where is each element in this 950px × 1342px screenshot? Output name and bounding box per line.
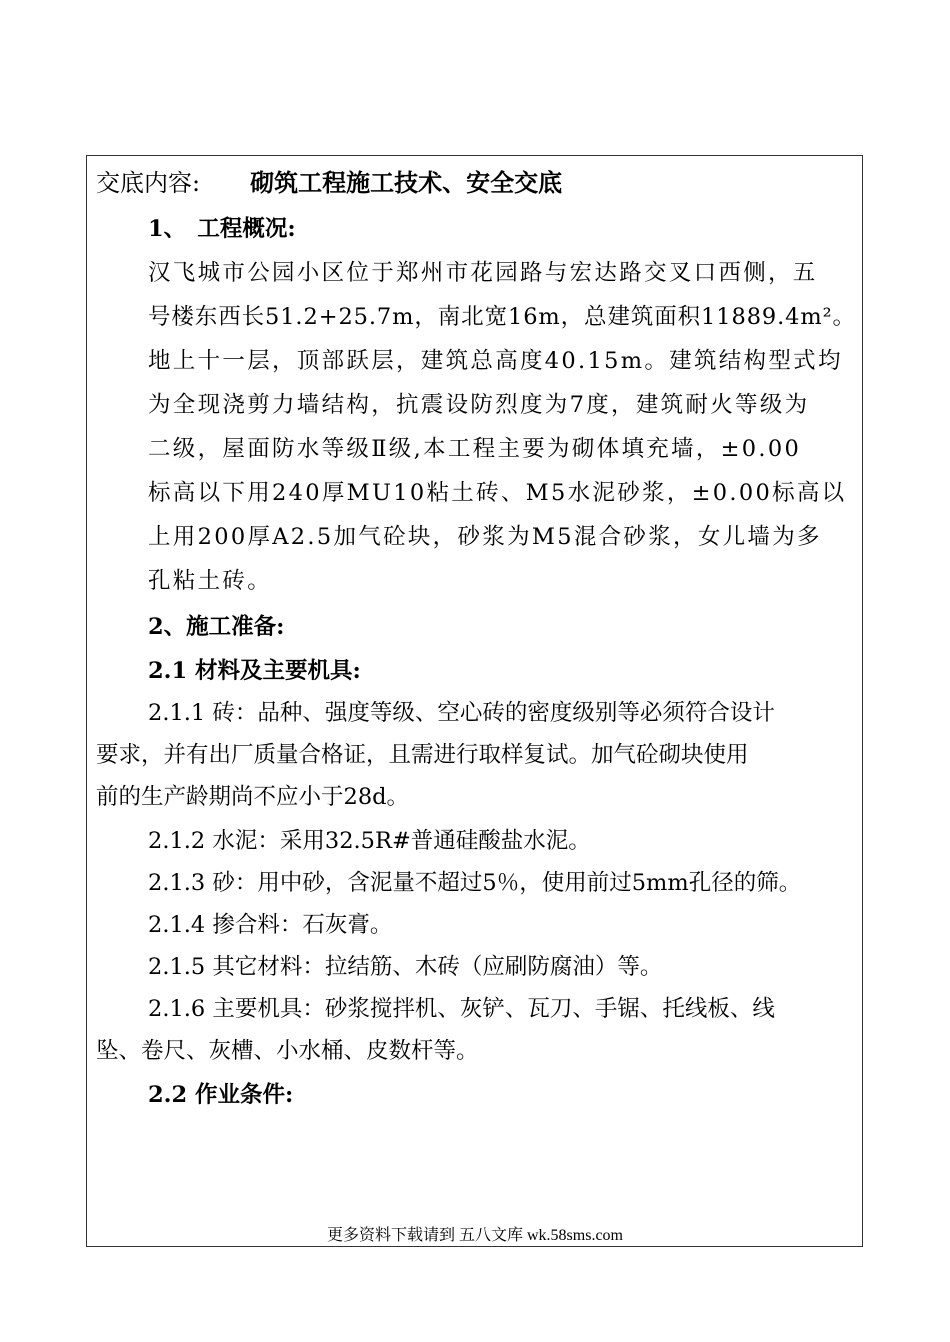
overview-line: 地上十一层，顶部跃层，建筑总高度40.15m。建筑结构型式均 <box>148 348 843 374</box>
materials-line: 2.1.4 掺合料：石灰膏。 <box>148 912 393 938</box>
header-label: 交底内容: <box>96 169 201 197</box>
section-1-heading: 1、 工程概况: <box>148 216 296 242</box>
materials-line: 2.1.5 其它材料：拉结筋、木砖（应刷防腐油）等。 <box>148 954 663 980</box>
footer-text: 更多资料下载请到 五八文库 wk.58sms.com <box>326 1227 623 1244</box>
overview-line: 孔粘土砖。 <box>148 568 273 594</box>
materials-line: 坠、卷尺、灰槽、小水桶、皮数杆等。 <box>96 1038 479 1064</box>
materials-line: 2.1.2 水泥：采用32.5R#普通硅酸盐水泥。 <box>148 828 591 854</box>
section-2-heading: 2、施工准备: <box>148 614 285 640</box>
materials-line: 2.1.6 主要机具：砂浆搅拌机、灰铲、瓦刀、手锯、托线板、线 <box>148 996 775 1022</box>
overview-line: 上用200厚A2.5加气砼块，砂浆为M5混合砂浆，女儿墙为多 <box>148 524 822 550</box>
section-2-1-heading: 2.1 材料及主要机具: <box>148 658 361 684</box>
document-title: 砌筑工程施工技术、安全交底 <box>250 168 563 197</box>
materials-line: 2.1.3 砂：用中砂，含泥量不超过5％，使用前过5mm孔径的筛。 <box>148 870 802 896</box>
overview-line: 标高以下用240厚MU10粘土砖、M5水泥砂浆，±0.00标高以 <box>148 480 847 506</box>
materials-line: 要求，并有出厂质量合格证，且需进行取样复试。加气砼砌块使用 <box>96 742 749 768</box>
overview-line: 号楼东西长51.2+25.7m，南北宽16m，总建筑面积11889.4m²。 <box>148 304 856 330</box>
overview-line: 汉飞城市公园小区位于郑州市花园路与宏达路交叉口西侧，五 <box>148 260 818 286</box>
materials-line: 2.1.1 砖：品种、强度等级、空心砖的密度级别等必须符合设计 <box>148 700 775 726</box>
header-row <box>96 168 562 199</box>
overview-line: 为全现浇剪力墙结构，抗震设防烈度为7度，建筑耐火等级为 <box>148 392 810 418</box>
section-2-2-heading: 2.2 作业条件: <box>148 1082 294 1108</box>
overview-line: 二级，屋面防水等级Ⅱ级,本工程主要为砌体填充墙，±0.00 <box>148 436 802 462</box>
materials-line: 前的生产龄期尚不应小于28d。 <box>96 784 410 810</box>
